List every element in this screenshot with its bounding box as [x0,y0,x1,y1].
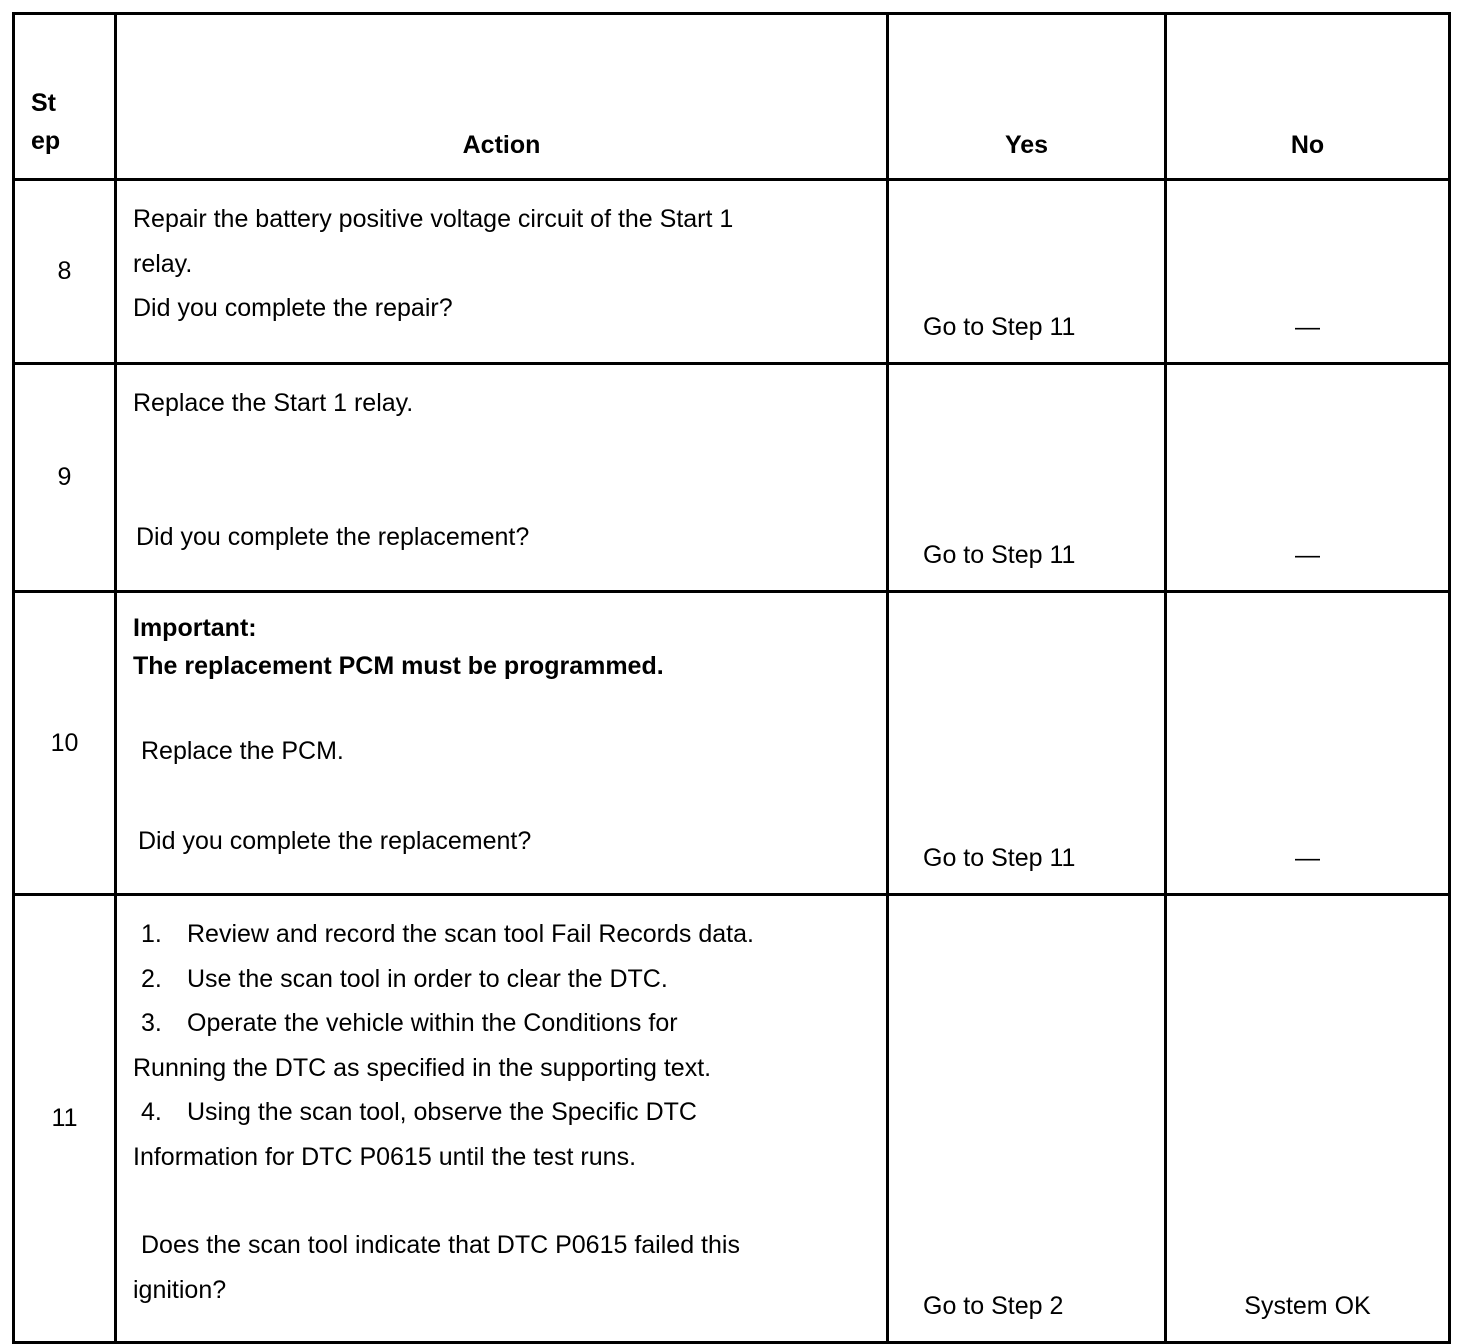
list-item: 1. Review and record the scan tool Fail Records data. [141,920,754,948]
header-no: No [1166,14,1450,180]
header-action: Action [116,14,888,180]
step-number: 10 [14,592,116,895]
no-cell: — [1166,180,1450,364]
header-step [14,14,116,180]
step-number: 9 [14,364,116,592]
header-yes: Yes [888,14,1166,180]
list-item: 3. Operate the vehicle within the Conditions for [141,1009,678,1037]
yes-cell: Go to Step 11 [888,592,1166,895]
action-text: Replace the PCM. [141,737,344,765]
action-question: ignition? [133,1275,227,1304]
table-row [14,180,1450,364]
step-number: 11 [14,895,116,1343]
table-row [14,364,1450,592]
step-number: 8 [14,180,116,364]
diagnostic-table [12,12,1451,1344]
header-row [14,14,1450,180]
important-label: Important: [133,614,257,642]
table-row [14,895,1450,1343]
yes-cell: Go to Step 11 [888,364,1166,592]
list-item: 4. Using the scan tool, observe the Specific DTC [141,1098,697,1126]
header-step-line2: ep [31,127,61,155]
list-item-continuation: Running the DTC as specified in the supporting text. [133,1053,712,1082]
no-cell: — [1166,592,1450,895]
action-cell [116,180,888,364]
no-cell: System OK [1166,895,1450,1343]
action-text: relay. [133,249,193,278]
action-question: Does the scan tool indicate that DTC P0615 failed this [141,1231,740,1259]
action-question: Did you complete the repair? [133,294,453,322]
header-step-line1: St [31,89,56,117]
table-row [14,592,1450,895]
action-question: Did you complete the replacement? [138,826,532,855]
yes-cell: Go to Step 11 [888,180,1166,364]
list-item: 2. Use the scan tool in order to clear the DTC. [141,964,668,993]
action-cell [116,895,888,1343]
action-text: Replace the Start 1 relay. [133,389,414,417]
no-cell: — [1166,364,1450,592]
action-cell [116,364,888,592]
action-question: Did you complete the replacement? [136,522,530,551]
list-item-continuation: Information for DTC P0615 until the test runs. [133,1142,637,1171]
action-text: Repair the battery positive voltage circuit of the Start 1 [133,205,734,233]
action-cell [116,592,888,895]
yes-cell: Go to Step 2 [888,895,1166,1343]
important-text: The replacement PCM must be programmed. [133,652,664,680]
